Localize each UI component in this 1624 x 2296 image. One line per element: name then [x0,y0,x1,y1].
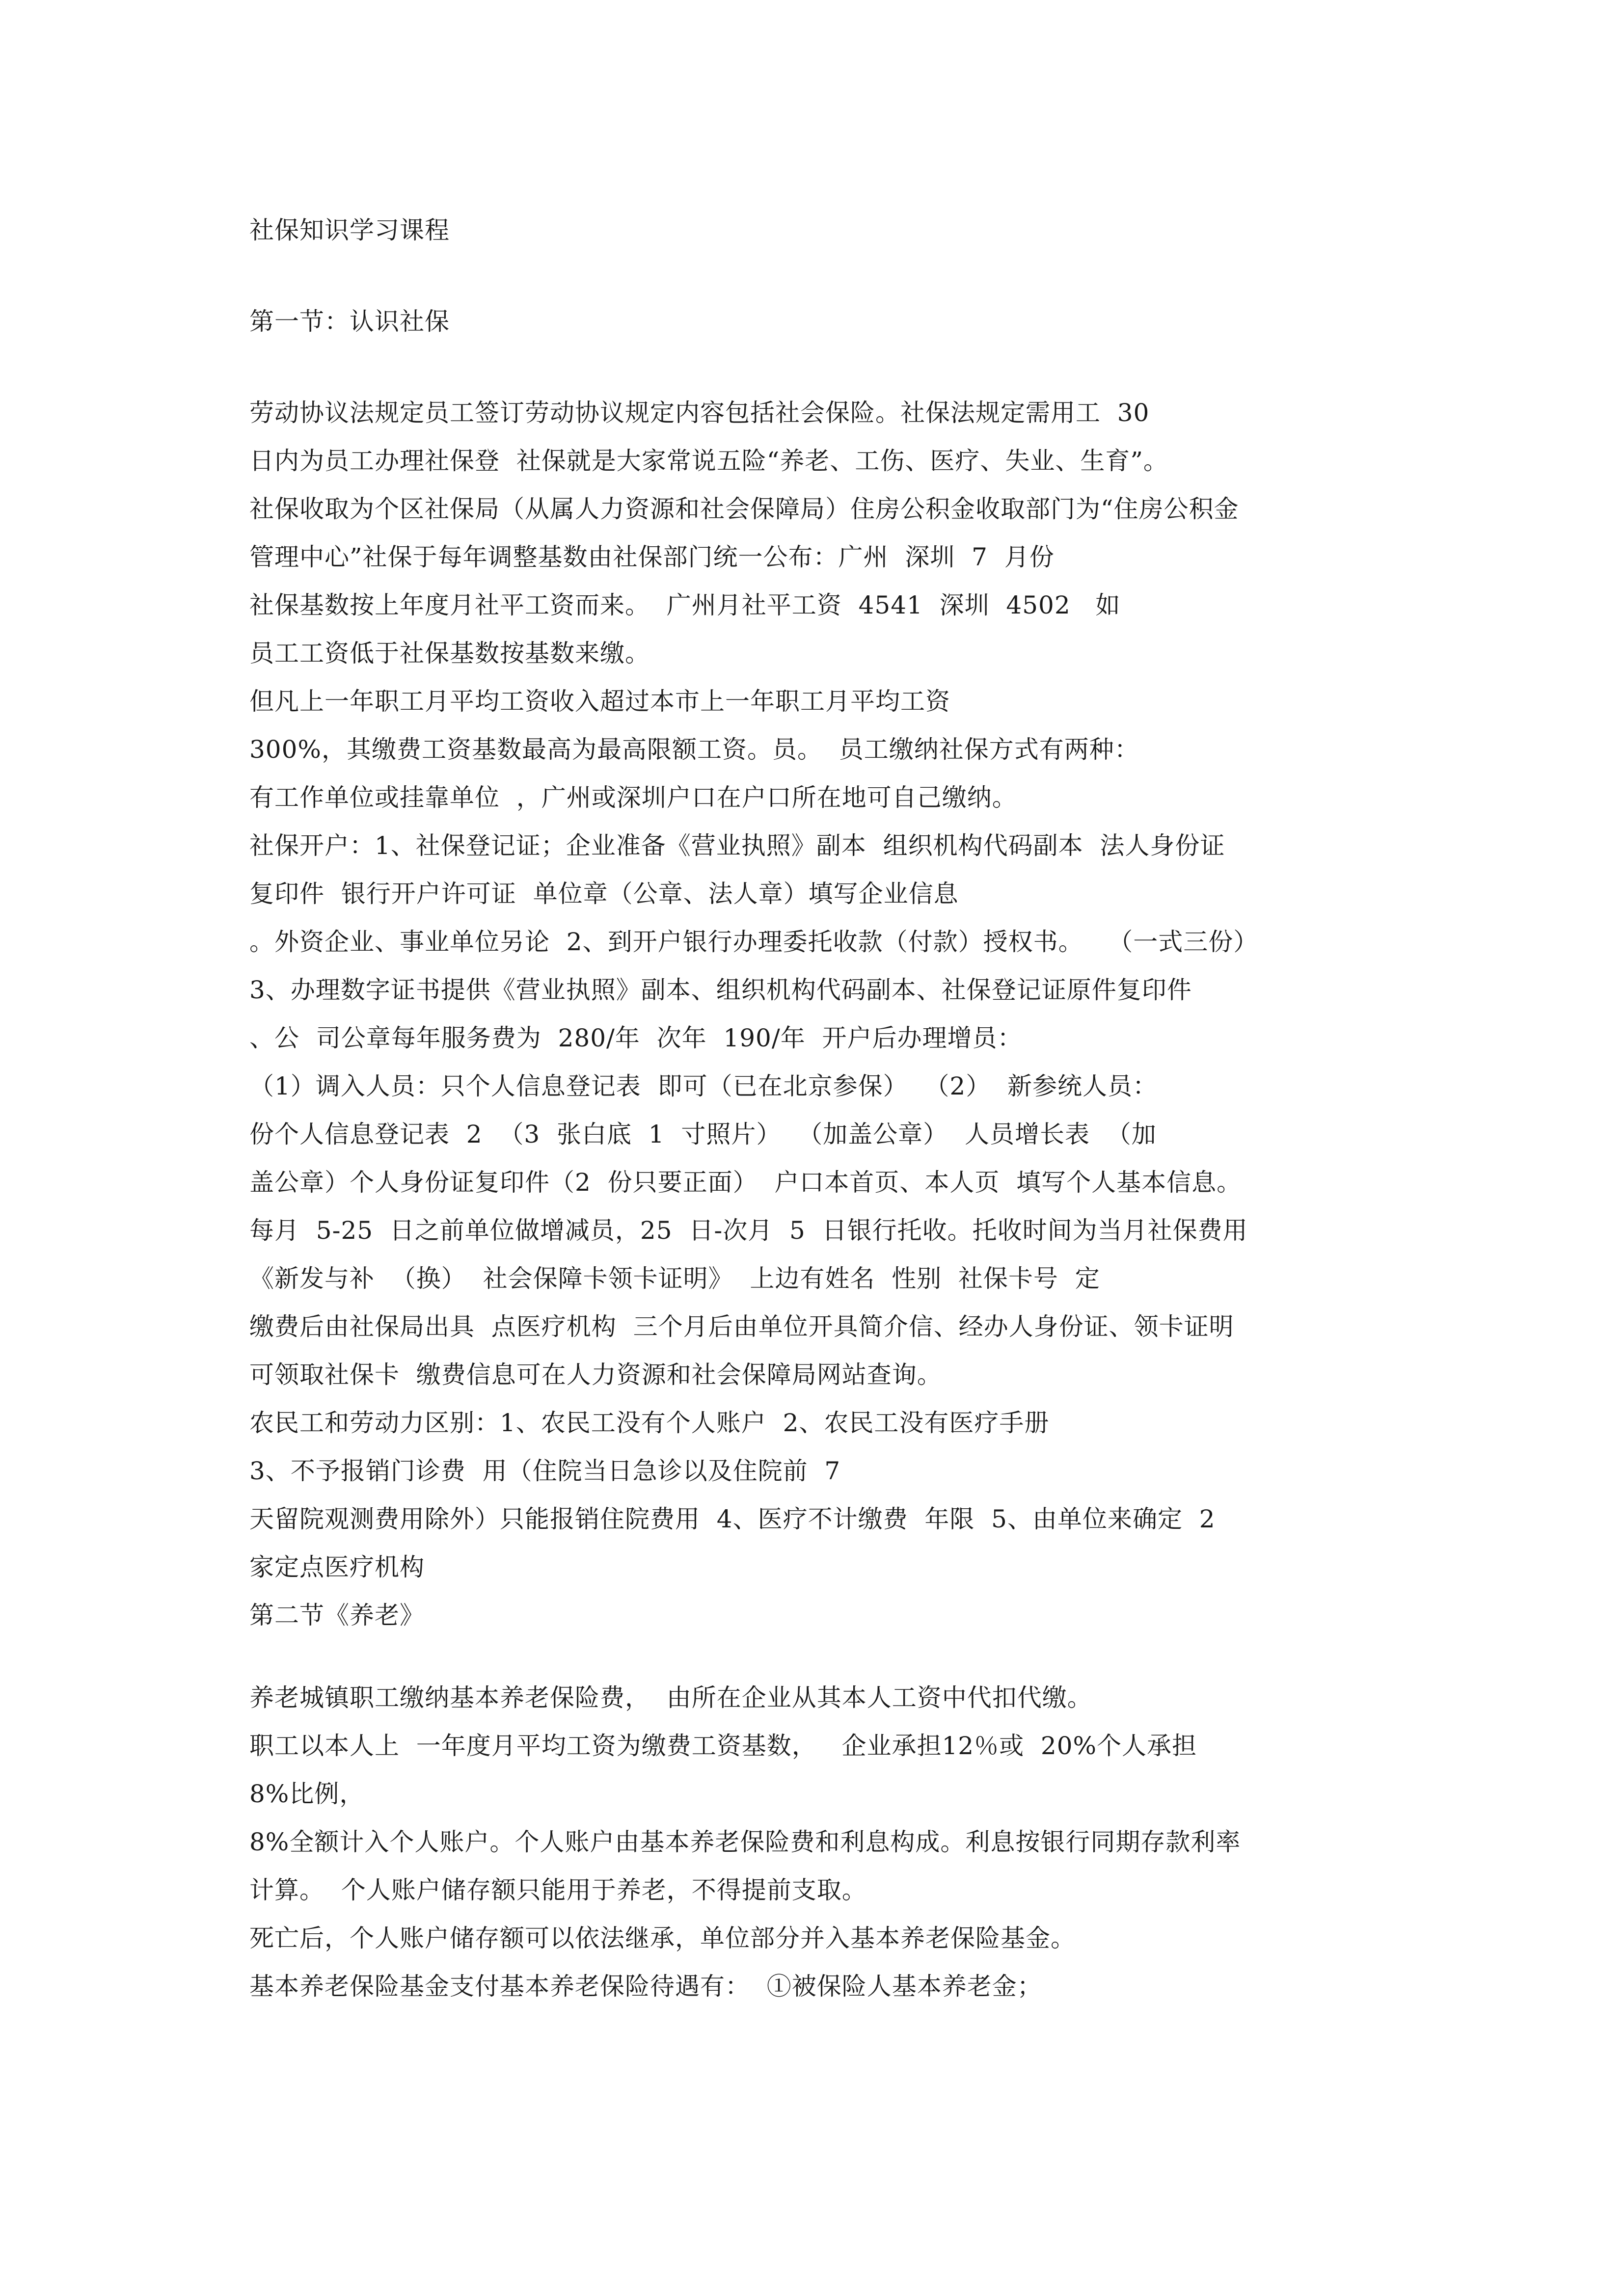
section2-line: 死亡后，个人账户储存额可以依法继承，单位部分并入基本养老保险基金。 [249,1924,1076,1952]
section1-heading: 第一节：认识社保 [249,307,450,336]
section1-line: 盖公章）个人身份证复印件（2 份只要正面） 户口本首页、本人页 填写个人基本信息。 [249,1168,1242,1197]
section1-line: 劳动协议法规定员工签订劳动协议规定内容包括社会保险。社保法规定需用工 30 [249,399,1150,427]
section2-line: 基本养老保险基金支付基本养老保险待遇有： ①被保险人基本养老金； [249,1972,1042,2001]
section1-line: 管理中心”社保于每年调整基数由社保部门统一公布：广州 深圳 7 月份 [249,543,1055,571]
section1-line: 家定点医疗机构 [249,1553,425,1581]
section1-line: 300%，其缴费工资基数最高为最高限额工资。员。 员工缴纳社保方式有两种： [249,735,1139,764]
section1-line: 。外资企业、事业单位另论 2、到开户银行办理委托收款（付款）授权书。 （一式三份） [249,928,1259,956]
section2-line: 职工以本人上 一年度月平均工资为缴费工资基数， 企业承担12％或 20%个人承担 [249,1732,1197,1760]
blank-line [249,1639,1408,1674]
section1-line: 复印件 银行开户许可证 单位章（公章、法人章）填写企业信息 [249,880,959,908]
section1-line: 《新发与补 （换） 社会保障卡领卡证明》 上边有姓名 性别 社保卡号 定 [249,1264,1100,1293]
section1-line: 员工工资低于社保基数按基数来缴。 [249,639,650,667]
section2-line: 8%全额计入个人账户。个人账户由基本养老保险费和利息构成。利息按银行同期存款利率 [249,1828,1241,1856]
document-title: 社保知识学习课程 [249,216,450,244]
section1-line: 3、办理数字证书提供《营业执照》副本、组织机构代码副本、社保登记证原件复印件 [249,976,1192,1004]
document-body [249,206,1408,2010]
section1-line: 每月 5-25 日之前单位做增减员，25 日-次月 5 日银行托收。托收时间为当月社保费用 [249,1216,1248,1245]
section2-line: 8%比例， [249,1780,365,1808]
section1-line: 可领取社保卡 缴费信息可在人力资源和社会保障局网站查询。 [249,1361,942,1389]
section1-line: 天留院观测费用除外）只能报销住院费用 4、医疗不计缴费 年限 5、由单位来确定 2 [249,1505,1216,1533]
section2-line: 养老城镇职工缴纳基本养老保险费， 由所在企业从其本人工资中代扣代缴。 [249,1683,1092,1712]
blank-line [249,254,1408,297]
section1-line: 日内为员工办理社保登 社保就是大家常说五险“养老、工伤、医疗、失业、生育”。 [249,447,1168,475]
section2-heading: 第二节《养老》 [249,1601,425,1629]
section1-line: 但凡上一年职工月平均工资收入超过本市上一年职工月平均工资 [249,687,950,716]
section1-line: 3、不予报销门诊费 用（住院当日急诊以及住院前 7 [249,1457,841,1485]
section1-line: 社保收取为个区社保局（从属人力资源和社会保障局）住房公积金收取部门为“住房公积金 [249,495,1239,523]
section1-line: 缴费后由社保局出具 点医疗机构 三个月后由单位开具简介信、经办人身份证、领卡证明 [249,1312,1234,1341]
section1-line: 社保基数按上年度月社平工资而来。 广州月社平工资 4541 深圳 4502 如 [249,591,1121,619]
section1-line: 社保开户：1、社保登记证；企业准备《营业执照》副本 组织机构代码副本 法人身份证 [249,831,1225,860]
section2-line: 计算。 个人账户储存额只能用于养老，不得提前支取。 [249,1876,867,1904]
section1-line: 份个人信息登记表 2 （3 张白底 1 寸照片） （加盖公章） 人员增长表 （加 [249,1120,1157,1148]
section1-line: （1）调入人员：只个人信息登记表 即可（已在北京参保） （2） 新参统人员： [249,1072,1158,1100]
section1-line: 农民工和劳动力区别：1、农民工没有个人账户 2、农民工没有医疗手册 [249,1409,1050,1437]
section1-line: 有工作单位或挂靠单位 ，广州或深圳户口在户口所在地可自己缴纳。 [249,783,1017,812]
blank-line [249,346,1408,389]
section1-line: 、公 司公章每年服务费为 280/年 次年 190/年 开户后办理增员： [249,1024,1023,1052]
